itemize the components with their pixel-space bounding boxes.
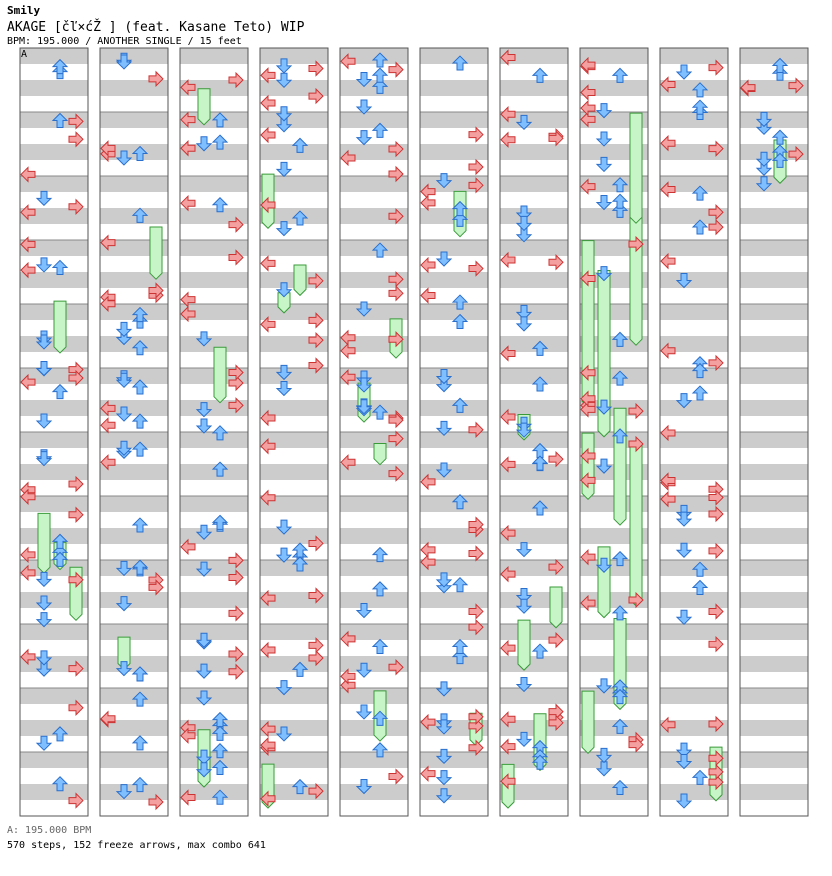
- beat-stripe: [21, 752, 88, 768]
- beat-stripe: [261, 240, 328, 256]
- beat-stripe: [21, 272, 88, 288]
- beat-stripe: [421, 464, 488, 480]
- beat-stripe: [341, 496, 408, 512]
- beat-stripe: [101, 368, 168, 384]
- beat-stripe: [501, 272, 568, 288]
- beat-stripe: [741, 368, 808, 384]
- beat-stripe: [741, 208, 808, 224]
- beat-stripe: [741, 336, 808, 352]
- beat-stripe: [501, 144, 568, 160]
- beat-stripe: [181, 752, 248, 768]
- freeze-arrow-icon: [550, 587, 562, 628]
- freeze-arrow-icon: [630, 444, 642, 606]
- chart-author: Smily: [7, 4, 41, 17]
- beat-stripe: [741, 688, 808, 704]
- beat-stripe: [421, 304, 488, 320]
- beat-stripe: [741, 432, 808, 448]
- beat-stripe: [501, 496, 568, 512]
- beat-stripe: [181, 592, 248, 608]
- beat-stripe: [741, 272, 808, 288]
- beat-stripe: [421, 496, 488, 512]
- beat-stripe: [101, 496, 168, 512]
- beat-stripe: [421, 688, 488, 704]
- footer-stats: 570 steps, 152 freeze arrows, max combo 641: [7, 840, 266, 851]
- beat-stripe: [741, 624, 808, 640]
- beat-stripe: [181, 48, 248, 64]
- freeze-arrow-icon: [518, 620, 530, 670]
- beat-stripe: [101, 752, 168, 768]
- beat-stripe: [501, 240, 568, 256]
- beat-stripe: [581, 752, 648, 768]
- beat-stripe: [101, 208, 168, 224]
- beat-stripe: [181, 688, 248, 704]
- beat-stripe: [21, 144, 88, 160]
- beat-stripe: [181, 176, 248, 192]
- beat-stripe: [101, 656, 168, 672]
- beat-stripe: [261, 688, 328, 704]
- beat-stripe: [741, 112, 808, 128]
- beat-stripe: [101, 688, 168, 704]
- freeze-arrow-icon: [150, 227, 162, 279]
- freeze-arrow-icon: [598, 547, 610, 618]
- beat-stripe: [21, 624, 88, 640]
- beat-stripe: [661, 624, 728, 640]
- beat-stripe: [501, 688, 568, 704]
- beat-stripe: [101, 112, 168, 128]
- beat-stripe: [261, 48, 328, 64]
- freeze-arrow-icon: [214, 347, 226, 402]
- beat-stripe: [181, 496, 248, 512]
- beat-stripe: [341, 80, 408, 96]
- beat-stripe: [341, 240, 408, 256]
- beat-stripe: [741, 176, 808, 192]
- beat-stripe: [661, 528, 728, 544]
- beat-stripe: [21, 400, 88, 416]
- beat-stripe: [341, 592, 408, 608]
- beat-stripe: [741, 528, 808, 544]
- beat-stripe: [741, 48, 808, 64]
- beat-stripe: [661, 656, 728, 672]
- freeze-arrow-icon: [630, 113, 642, 223]
- beat-stripe: [101, 528, 168, 544]
- chart-meta: BPM: 195.000 / ANOTHER SINGLE / 15 feet: [7, 36, 242, 47]
- beat-stripe: [261, 624, 328, 640]
- beat-stripe: [421, 80, 488, 96]
- beat-stripe: [21, 80, 88, 96]
- beat-stripe: [741, 464, 808, 480]
- beat-stripe: [741, 592, 808, 608]
- beat-stripe: [101, 336, 168, 352]
- beat-stripe: [661, 240, 728, 256]
- freeze-arrow-icon: [582, 433, 594, 499]
- beat-stripe: [261, 464, 328, 480]
- beat-stripe: [501, 368, 568, 384]
- beat-stripe: [501, 176, 568, 192]
- beat-stripe: [101, 48, 168, 64]
- beat-stripe: [181, 528, 248, 544]
- footer-bpm: A: 195.000 BPM: [7, 825, 92, 836]
- beat-stripe: [21, 48, 88, 64]
- beat-stripe: [101, 624, 168, 640]
- freeze-arrow-icon: [54, 301, 66, 353]
- beat-stripe: [741, 752, 808, 768]
- beat-stripe: [501, 432, 568, 448]
- beat-stripe: [421, 400, 488, 416]
- beat-stripe: [741, 560, 808, 576]
- beat-stripe: [501, 80, 568, 96]
- beat-stripe: [661, 688, 728, 704]
- freeze-arrow-icon: [614, 408, 626, 525]
- beat-stripe: [181, 624, 248, 640]
- beat-stripe: [661, 112, 728, 128]
- beat-stripe: [421, 784, 488, 800]
- beat-stripe: [741, 720, 808, 736]
- beat-stripe: [741, 400, 808, 416]
- beat-stripe: [661, 272, 728, 288]
- beat-stripe: [501, 336, 568, 352]
- beat-stripe: [661, 400, 728, 416]
- beat-stripe: [741, 304, 808, 320]
- beat-stripe: [741, 784, 808, 800]
- freeze-arrow-icon: [198, 89, 210, 125]
- beat-stripe: [501, 208, 568, 224]
- beat-stripe: [421, 112, 488, 128]
- beat-stripe: [101, 176, 168, 192]
- song-title: AKAGE [čľ×ćŽ ] (feat. Kasane Teto) WIP: [7, 20, 305, 35]
- beat-stripe: [341, 752, 408, 768]
- beat-stripe: [101, 432, 168, 448]
- beat-stripe: [501, 656, 568, 672]
- beat-stripe: [341, 304, 408, 320]
- beat-stripe: [741, 496, 808, 512]
- beat-stripe: [261, 112, 328, 128]
- beat-stripe: [181, 464, 248, 480]
- freeze-arrow-icon: [294, 265, 306, 295]
- section-marker: A: [21, 49, 28, 60]
- beat-stripe: [21, 464, 88, 480]
- beat-stripe: [421, 368, 488, 384]
- beat-stripe: [341, 560, 408, 576]
- beat-stripe: [421, 656, 488, 672]
- beat-stripe: [421, 336, 488, 352]
- beat-stripe: [341, 112, 408, 128]
- beat-stripe: [101, 464, 168, 480]
- beat-stripe: [661, 304, 728, 320]
- beat-stripe: [341, 784, 408, 800]
- beat-stripe: [341, 528, 408, 544]
- beat-stripe: [101, 592, 168, 608]
- beat-stripe: [181, 272, 248, 288]
- freeze-arrow-icon: [582, 691, 594, 753]
- beat-stripe: [741, 656, 808, 672]
- beat-stripe: [421, 144, 488, 160]
- beat-stripe: [421, 752, 488, 768]
- beat-stripe: [741, 240, 808, 256]
- beat-stripe: [501, 304, 568, 320]
- beat-stripe: [261, 400, 328, 416]
- beat-stripe: [21, 432, 88, 448]
- beat-stripe: [21, 176, 88, 192]
- beat-stripe: [421, 240, 488, 256]
- freeze-arrow-icon: [582, 241, 594, 407]
- freeze-arrow-icon: [38, 513, 50, 573]
- beat-stripe: [181, 432, 248, 448]
- beat-stripe: [261, 144, 328, 160]
